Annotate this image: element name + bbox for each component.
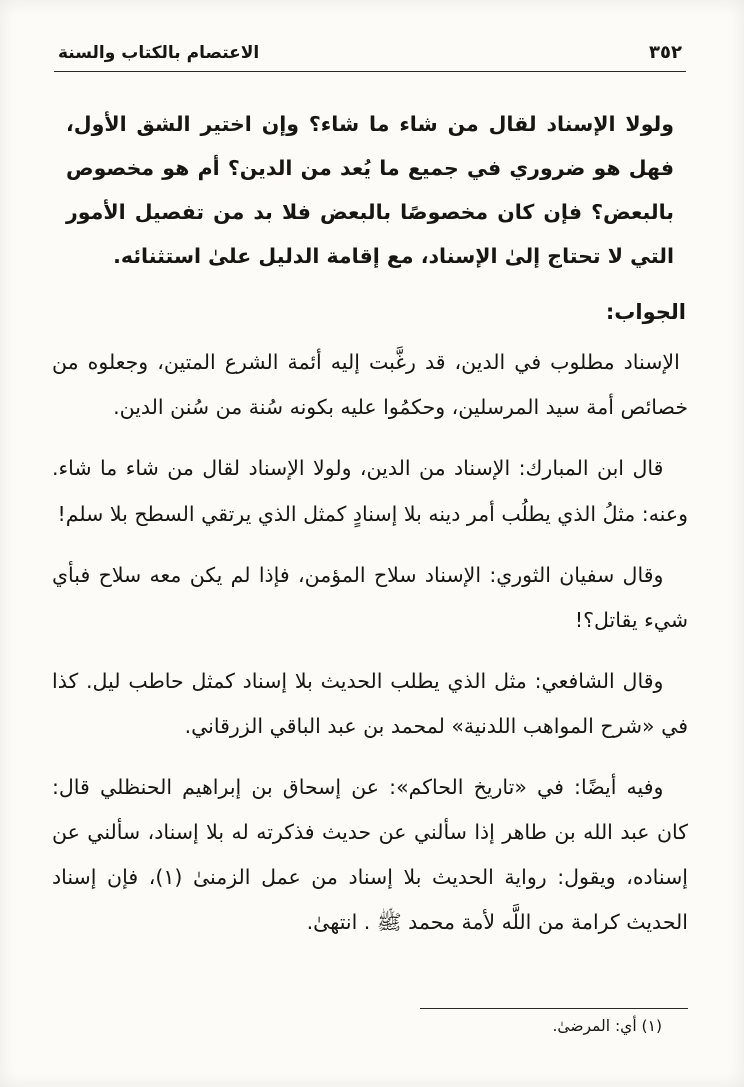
answer-heading: الجواب: — [605, 300, 686, 325]
footnote-divider — [420, 1008, 688, 1009]
book-title: الاعتصام بالكتاب والسنة — [58, 43, 260, 63]
body-paragraph-1: الإسناد مطلوب في الدين، قد رغَّبت إليه أئمة الشرع المتين، وجعلوه من خصائص أمة سيد المرسلين، وحكمُوا عليه بكونه سُنة من سُنن الدين. — [52, 350, 688, 420]
page-header — [52, 42, 688, 69]
body-paragraph-3: وقال سفيان الثوري: الإسناد سلاح المؤمن، فإذا لم يكن معه سلاح فبأي شيء يقاتل؟! — [52, 562, 688, 632]
page-number: ٣٥٢ — [649, 42, 682, 63]
body-paragraph-4: وقال الشافعي: مثل الذي يطلب الحديث بلا إسناد كمثل حاطب ليل. كذا في «شرح المواهب اللدنية» لمحمد بن عبد الباقي الزرقاني. — [52, 668, 688, 738]
header-divider — [54, 71, 686, 72]
footnote-text: (١) أي: المرضىٰ. — [552, 1017, 662, 1035]
question-paragraph: ولولا الإسناد لقال من شاء ما شاء؟ وإن اختير الشق الأول، فهل هو ضروري في جميع ما يُعد من الدين؟ أم هو مخصوص بالبعض؟ فإن كان مخصوصًا بالبعض فلا بد من تفصيل الأمور التي لا تحتاج إلىٰ الإسناد، مع إقامة الدليل علىٰ استثنائه. — [66, 112, 674, 269]
body-paragraph-5: وفيه أيضًا: في «تاريخ الحاكم»: عن إسحاق بن إبراهيم الحنظلي قال: كان عبد الله بن طاهر إذا سألني عن حديث فذكرته له بلا إسناد، سألني عن إسناده، ويقول: رواية الحديث بلا إسناد من عمل الزمنىٰ (١)، فإن إسناد الحديث كرامة من اللَّه لأمة محمد ﷺ . انتهىٰ. — [52, 775, 688, 935]
footnote-section — [52, 1008, 688, 1035]
body-paragraph-2: قال ابن المبارك: الإسناد من الدين، ولولا الإسناد لقال من شاء ما شاء. وعنه: مثلُ الذي يطلُب أمر دينه بلا إسنادٍ كمثل الذي يرتقي السطح بلا سلم! — [52, 456, 688, 526]
